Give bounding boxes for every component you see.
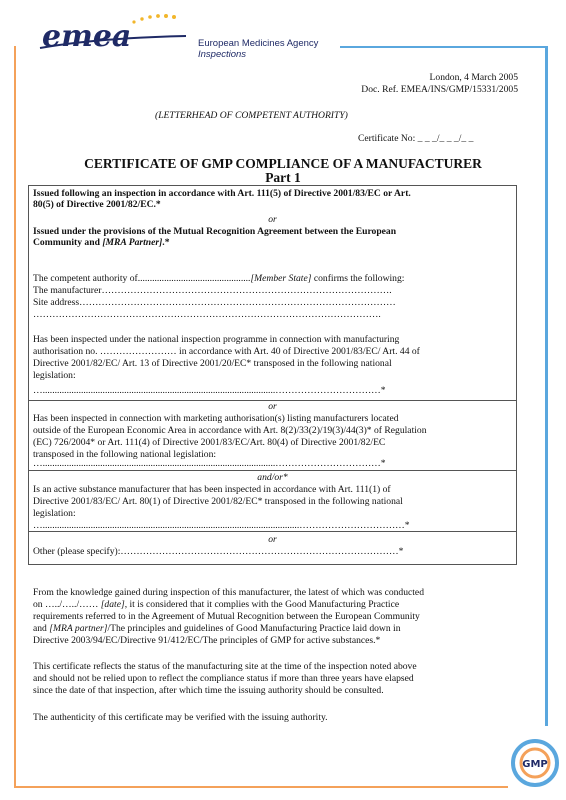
gmp-stamp-icon xyxy=(510,738,560,788)
dots-line-1: ….................................................................................................……………………………* xyxy=(33,385,386,396)
place-date: London, 4 March 2005 xyxy=(429,72,518,83)
frame-left-border xyxy=(14,46,16,788)
frame-bottom-border xyxy=(14,786,508,788)
stamp-text: GMP xyxy=(522,759,548,770)
manufacturer-line: The manufacturer………………………………………………………………………………. xyxy=(33,285,392,296)
dots-line-2: ….................................................................................................……………………………* xyxy=(33,458,386,469)
national-line-3: Directive 2001/82/EC/ Art. 13 of Directive 2001/20/EC* transposed in the following national xyxy=(33,358,392,369)
active-line-2: Directive 2001/83/EC/ Art. 80(1) of Directive 2001/82/EC* transposed in the following national xyxy=(33,496,403,507)
logo-text: emea xyxy=(42,19,132,54)
issued-mra-line-1: Issued under the provisions of the Mutual Recognition Agreement between the European xyxy=(33,226,397,237)
national-line-1: Has been inspected under the national inspection programme in connection with manufacturing xyxy=(33,334,400,345)
andor-separator: and/or* xyxy=(257,472,288,483)
doc-ref: Doc. Ref. EMEA/INS/GMP/15331/2005 xyxy=(361,84,518,95)
agency-block xyxy=(198,38,318,60)
knowledge-2-pre: on …../…../…… xyxy=(33,599,101,610)
issued-mra-post: .* xyxy=(162,237,170,248)
dots-line-3: …...........................................................................................................……………………………* xyxy=(33,520,410,531)
certificate-title: CERTIFICATE OF GMP COMPLIANCE OF A MANUFACTURER xyxy=(84,156,482,171)
marketing-line-4: transposed in the following national legislation: xyxy=(33,449,217,460)
knowledge-4-pre: and xyxy=(33,623,50,634)
marketing-line-2: outside of the European Economic Area in accordance with Art. 8(2)/33(2)/19(3)/44(3)* of Regulation xyxy=(33,425,427,436)
status-line-2: and should not be relied upon to reflect the compliance status if more than three years have elapsed xyxy=(33,673,414,684)
or-separator-2: or xyxy=(268,401,277,412)
mra-partner-placeholder: [MRA Partner] xyxy=(102,237,163,248)
member-state-placeholder: [Member State] xyxy=(250,273,312,284)
blank-line: ………………………………………………………………………………………………. xyxy=(33,309,381,320)
certificate-number: Certificate No: _ _ _/_ _ _/_ _ xyxy=(358,133,474,144)
status-line-3: since the date of that inspection, after which time the issuing authority should be consulted. xyxy=(33,685,384,696)
part-heading: Part 1 xyxy=(265,170,301,185)
date-placeholder: [date] xyxy=(100,599,125,610)
frame-top-border xyxy=(340,46,548,48)
competent-post: confirms the following: xyxy=(311,273,405,284)
authenticity-line: The authenticity of this certificate may be verified with the issuing authority. xyxy=(33,712,328,723)
marketing-line-3: (EC) 726/2004* or Art. 111(4) of Directive 2001/83/EC/Art. 80(4) of Directive 2001/82/EC xyxy=(33,437,386,448)
mra-partner-placeholder-2: [MRA partner] xyxy=(49,623,108,634)
national-line-2: authorisation no. …………………… in accordance with Art. 40 of Directive 2001/83/EC/ Art. 44 of xyxy=(33,346,420,357)
issued-line-2: 80(5) of Directive 2001/82/EC.* xyxy=(33,199,161,210)
national-line-4: legislation: xyxy=(33,370,76,381)
knowledge-line-4 xyxy=(33,623,401,634)
marketing-line-1: Has been inspected in connection with marketing authorisation(s) listing manufacturers located xyxy=(33,413,399,424)
status-line-1: This certificate reflects the status of the manufacturing site at the time of the inspection noted above xyxy=(33,661,417,672)
competent-pre: The competent authority of............................................... xyxy=(33,273,251,284)
knowledge-4-post: /The principles and guidelines of Good Manufacturing Practice laid down in xyxy=(107,623,401,634)
agency-sub: Inspections xyxy=(198,49,247,60)
letterhead: (LETTERHEAD OF COMPETENT AUTHORITY) xyxy=(155,110,348,121)
issued-mra-line-2 xyxy=(33,237,170,248)
agency-name: European Medicines Agency xyxy=(198,38,319,49)
or-separator-1: or xyxy=(268,214,277,225)
issued-line-1: Issued following an inspection in accordance with Art. 111(5) of Directive 2001/83/EC or Art. xyxy=(33,188,411,199)
knowledge-2-post: , it is considered that it complies with the Good Manufacturing Practice xyxy=(124,599,400,610)
site-address-line: Site address……………………………………………………………………………………… xyxy=(33,297,396,308)
knowledge-line-2 xyxy=(33,599,399,610)
other-line: Other (please specify):……………………………………………………………………………* xyxy=(33,546,404,557)
frame-right-border xyxy=(545,46,548,726)
issued-mra-pre: Community and xyxy=(33,237,103,248)
active-line-3: legislation: xyxy=(33,508,76,519)
emea-logo xyxy=(36,8,196,58)
active-line-1: Is an active substance manufacturer that has been inspected in accordance with Art. 111(1) of xyxy=(33,484,391,495)
knowledge-line-1: From the knowledge gained during inspection of this manufacturer, the latest of which was conducted xyxy=(33,587,424,598)
competent-authority-line xyxy=(33,273,404,284)
or-separator-3: or xyxy=(268,534,277,545)
knowledge-line-5: Directive 2003/94/EC/Directive 91/412/EC/The principles of GMP for active substances.* xyxy=(33,635,381,646)
box-divider-2 xyxy=(28,470,517,471)
knowledge-line-3: requirements referred to in the Agreement of Mutual Recognition between the European Community xyxy=(33,611,420,622)
